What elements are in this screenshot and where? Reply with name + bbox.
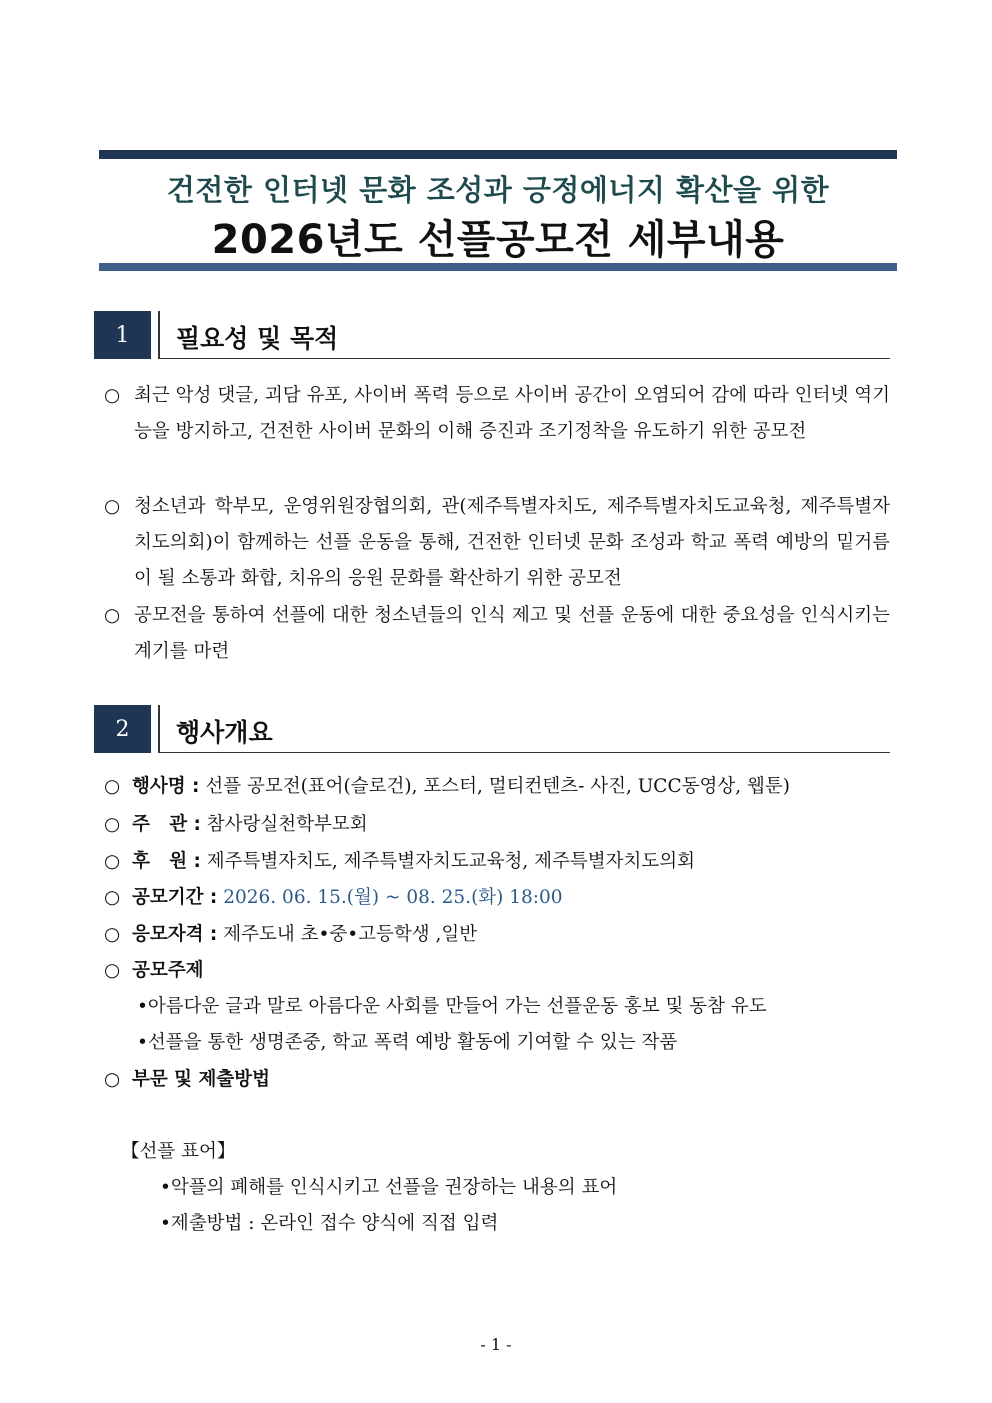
section-divider xyxy=(158,311,160,359)
item-label: 공모기간 : xyxy=(132,887,218,908)
item-label: 후 원 : xyxy=(132,851,201,872)
sponsor-item xyxy=(104,849,890,875)
title-top-bar xyxy=(99,150,897,159)
category-point: •악플의 폐해를 인식시키고 선플을 권장하는 내용의 표어 xyxy=(160,1177,618,1198)
circle-bullet-icon: ○ xyxy=(104,605,121,626)
item-value: 참사랑실천학부모회 xyxy=(206,814,368,835)
circle-bullet-icon: ○ xyxy=(104,385,121,406)
period-item xyxy=(104,885,890,911)
section-1-header xyxy=(94,311,890,359)
purpose-paragraph xyxy=(104,598,890,670)
section-number: 2 xyxy=(94,705,151,753)
document-title: 2026년도 선플공모전 세부내용 xyxy=(211,217,785,263)
category-title: 【선플 표어】 xyxy=(121,1141,236,1162)
circle-bullet-icon: ○ xyxy=(104,924,121,945)
category-item xyxy=(104,1067,890,1093)
item-label: 행사명 : xyxy=(132,776,200,797)
eligibility-item xyxy=(104,922,890,948)
circle-bullet-icon: ○ xyxy=(104,887,121,908)
item-value: 선플 공모전(표어(슬로건), 포스터, 멀티컨텐츠- 사진, UCC동영상, 웹툰) xyxy=(205,776,790,797)
section-2-header xyxy=(94,705,890,753)
item-value: 2026. 06. 15.(월) ~ 08. 25.(화) 18:00 xyxy=(223,887,563,908)
item-label: 공모주제 xyxy=(132,960,204,981)
item-value: 제주도내 초•중•고등학생 ,일반 xyxy=(223,924,478,945)
paragraph-text: 청소년과 학부모, 운영위원장협의회, 관(제주특별자치도, 제주특별자치도교육청, 제주특별자치도의회)이 함께하는 선플 운동을 통해, 건전한 인터넷 문화 조성과 학교 폭력 예방의 밑거름이 될 소통과 화합, 치유의 응원 문화를 확산하기 위한 공모전 xyxy=(134,496,890,589)
circle-bullet-icon: ○ xyxy=(104,776,121,797)
event-name-item xyxy=(104,774,890,800)
title-bottom-bar xyxy=(99,263,897,271)
item-label: 주 관 : xyxy=(132,814,201,835)
circle-bullet-icon: ○ xyxy=(104,851,121,872)
document-subtitle: 건전한 인터넷 문화 조성과 긍정에너지 확산을 위한 xyxy=(166,173,830,207)
purpose-paragraph xyxy=(104,378,890,450)
circle-bullet-icon: ○ xyxy=(104,814,121,835)
paragraph-text: 공모전을 통하여 선플에 대한 청소년들의 인식 제고 및 선플 운동에 대한 중요성을 인식시키는 계기를 마련 xyxy=(134,605,890,662)
circle-bullet-icon: ○ xyxy=(104,496,121,517)
category-point: •제출방법 : 온라인 접수 양식에 직접 입력 xyxy=(160,1213,499,1234)
paragraph-text: 최근 악성 댓글, 괴담 유포, 사이버 폭력 등으로 사이버 공간이 오염되어 감에 따라 인터넷 역기능을 방지하고, 건전한 사이버 문화의 이해 증진과 조기정착을 유도하기 위한 공모전 xyxy=(134,385,890,442)
section-number: 1 xyxy=(94,311,151,359)
page-number: - 1 - xyxy=(480,1335,512,1354)
section-underline xyxy=(160,752,890,753)
section-underline xyxy=(160,358,890,359)
organizer-item xyxy=(104,812,890,838)
theme-point: •아름다운 글과 말로 아름다운 사회를 만들어 가는 선플운동 홍보 및 동참 유도 xyxy=(137,996,767,1017)
section-divider xyxy=(158,705,160,753)
item-label: 응모자격 : xyxy=(132,924,218,945)
item-label: 부문 및 제출방법 xyxy=(132,1069,270,1090)
purpose-paragraph xyxy=(104,489,890,597)
section-title: 행사개요 xyxy=(176,718,273,747)
section-title: 필요성 및 목적 xyxy=(176,324,339,353)
circle-bullet-icon: ○ xyxy=(104,960,121,981)
theme-point: •선플을 통한 생명존중, 학교 폭력 예방 활동에 기여할 수 있는 작품 xyxy=(137,1032,678,1053)
theme-item xyxy=(104,958,890,984)
circle-bullet-icon: ○ xyxy=(104,1069,121,1090)
item-value: 제주특별자치도, 제주특별자치도교육청, 제주특별자치도의회 xyxy=(206,851,695,872)
